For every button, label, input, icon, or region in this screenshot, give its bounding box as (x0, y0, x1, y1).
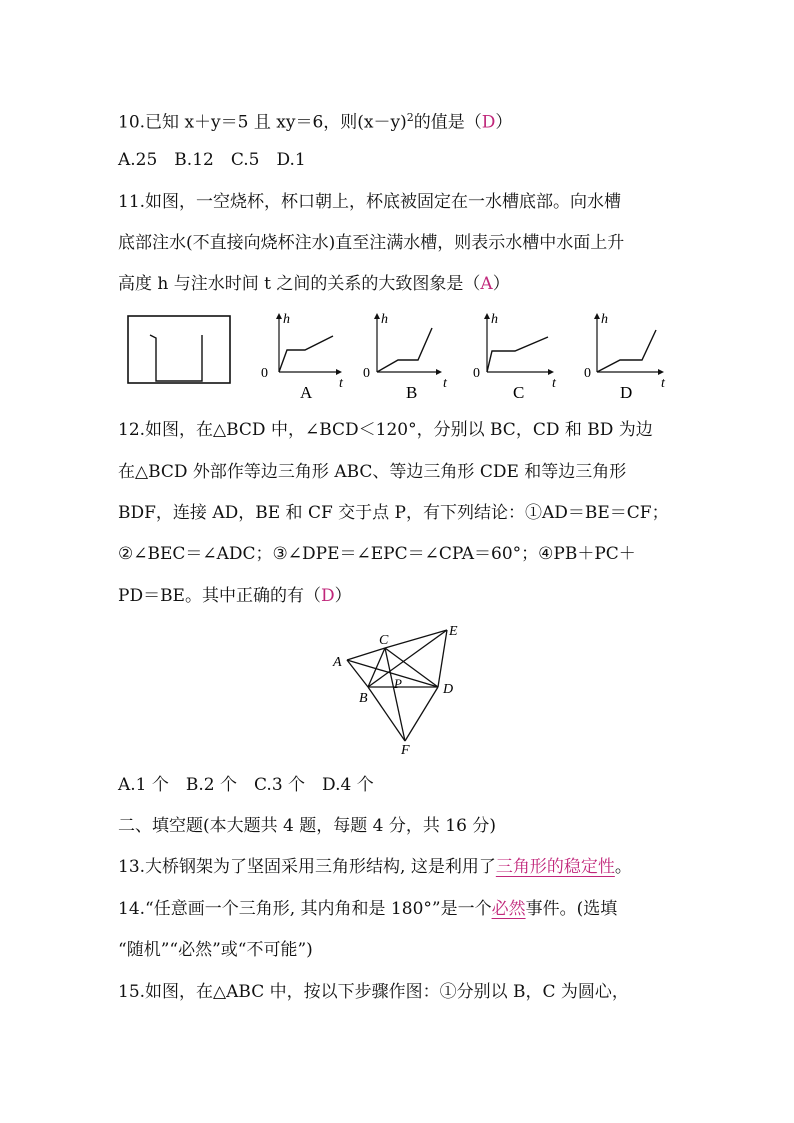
q12-line1: 12.如图，在△BCD 中，∠BCD＜120°，分别以 BC，CD 和 BD 为边 (118, 420, 653, 440)
q12-answer: D (320, 586, 335, 606)
q12-line3: BDF，连接 AD，BE 和 CF 交于点 P，有下列结论：①AD＝BE＝CF； (118, 503, 669, 523)
svg-text:B: B (406, 383, 418, 402)
graph-C (473, 312, 557, 402)
q12-figure (325, 618, 475, 763)
q10-answer: D (481, 112, 496, 133)
water-tank (128, 316, 230, 383)
svg-text:h: h (491, 312, 498, 327)
q14-line1: 14.“任意画一个三角形, 其内角和是 180°”是一个必然事件。(选填 (118, 899, 618, 919)
svg-text:t: t (661, 376, 665, 391)
section2-heading: 二、填空题(本大题共 4 题，每题 4 分，共 16 分) (118, 816, 496, 836)
graph-D (584, 312, 666, 402)
svg-text:B: B (359, 691, 368, 706)
q11-figure (120, 308, 680, 408)
q12-options: A.1 个 B.2 个 C.3 个 D.4 个 (118, 775, 374, 795)
svg-text:h: h (381, 312, 388, 327)
svg-text:h: h (283, 312, 290, 327)
svg-text:t: t (552, 376, 556, 391)
q11-answer: A (480, 274, 493, 294)
svg-text:A: A (333, 655, 342, 670)
svg-text:E: E (449, 624, 458, 639)
svg-text:P: P (394, 676, 402, 691)
svg-text:h: h (601, 312, 608, 327)
q11-line1: 11.如图，一空烧杯，杯口朝上，杯底被固定在一水槽底部。向水槽 (118, 192, 622, 212)
svg-text:C: C (513, 383, 525, 402)
q15-line1: 15.如图，在△ABC 中，按以下步骤作图：①分别以 B，C 为圆心， (118, 982, 629, 1002)
q11-line2: 底部注水(不直接向烧杯注水)直至注满水槽，则表示水槽中水面上升 (118, 233, 625, 253)
q14-line2: “随机”“必然”或“不可能”) (118, 940, 313, 960)
graph-A (261, 312, 344, 402)
q13-answer: 三角形的稳定性 (495, 857, 615, 877)
svg-text:0: 0 (584, 366, 591, 381)
svg-text:D: D (620, 383, 633, 402)
svg-text:D: D (443, 682, 454, 697)
beaker (150, 335, 202, 381)
svg-text:t: t (339, 376, 343, 391)
graph-B (363, 312, 448, 402)
svg-text:0: 0 (473, 366, 480, 381)
q11-line3: 高度 h 与注水时间 t 之间的关系的大致图象是（A） (118, 274, 510, 294)
q10-options: A.25 B.12 C.5 D.1 (118, 150, 306, 170)
svg-text:F: F (401, 743, 410, 758)
q12-line4: ②∠BEC＝∠ADC；③∠DPE＝∠EPC＝∠CPA＝60°；④PB＋PC＋ (118, 544, 636, 564)
q10-stem: 10.已知 x＋y＝5 且 xy＝6，则$(x-y)^2$的值是（D） (118, 111, 513, 133)
svg-text:C: C (379, 633, 389, 648)
q14-answer: 必然 (491, 899, 526, 919)
svg-text:0: 0 (363, 366, 370, 381)
q12-line2: 在△BCD 外部作等边三角形 ABC、等边三角形 CDE 和等边三角形 (118, 462, 627, 482)
q12-line5: PD＝BE。其中正确的有（D） (118, 586, 352, 606)
q13-line: 13.大桥钢架为了坚固采用三角形结构, 这是利用了三角形的稳定性。 (118, 857, 632, 877)
svg-text:0: 0 (261, 366, 268, 381)
svg-text:t: t (443, 376, 447, 391)
svg-text:A: A (300, 383, 313, 402)
